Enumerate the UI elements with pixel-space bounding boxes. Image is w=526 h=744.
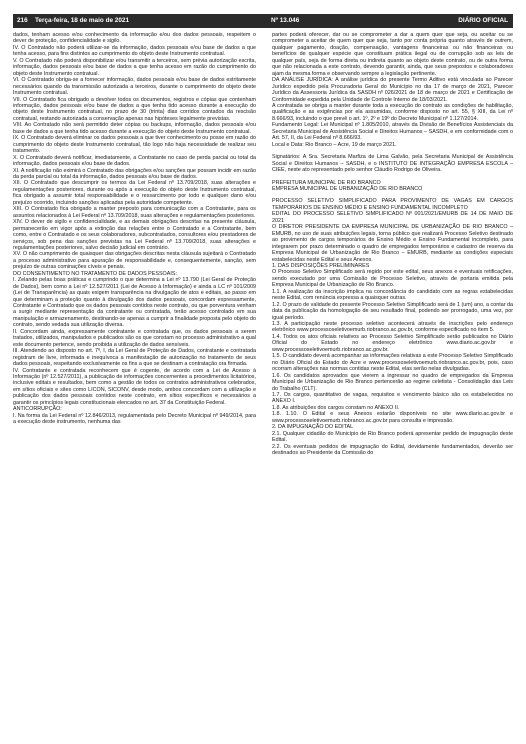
paragraph: VII. O Contratado fica obrigado a devolver todos os documentos, registros e cópias que contenham informação, dados pessoais e/ou base de dados a que tenha tido acesso durante a execução do objeto deste Instrumento contratual, no prazo de 30 (trinta) dias corridos contados da rescisão contratual, restando autorizada a conservação apenas nas hipóteses legalmente previstas. — [13, 96, 256, 122]
paragraph: PREFEITURA MUNICIPAL DE RIO BRANCO — [272, 179, 381, 186]
paragraph: 1.8. As atribuições dos cargos constam no ANEXO II. — [272, 404, 400, 411]
paragraph: 1.5. O candidato deverá acompanhar as informações relativas a este Processo Seletivo Simplificado no Diário Oficial do Estado do Acre e www.processoseletivoemurb.riobranco.ac.gov.br, pois, caso ocorram alterações nas normas contidas neste Edital, elas serão nelas divulgadas. — [272, 353, 513, 373]
paragraph: dados, tenham acesso e/ou conhecimento da informação e/ou dos dados pessoais, respeitem o dever de proteção, confidencialidade e sigilo. — [13, 32, 256, 45]
paragraph: A contratada se obriga a manter durante toda a execução do contrato as condições de habilitação, qualificação e as exigências por ela assumidas, conforme disposto no art. 55, § XIII, da Lei nº 8.666/93, incluindo o que prevê o art. 1º, 2º e 19º do Decreto Municipal nº 1.127/2014. — [272, 102, 513, 122]
paragraph: VIII. Ao Contratado não será permitido deter cópias ou backups, informação, dados pessoais e/ou base de dados a que tenha tido acesso durante a execução do objeto deste Instrumento contratual. — [13, 122, 256, 135]
paragraph: ANTICORRUPÇÃO: — [13, 406, 62, 413]
paragraph: XIII. O Contratado fica obrigado a manter preposto para comunicação com a Contratante, para os assuntos relacionados à Lei Federal nº 13.709/2018, suas alterações e regulamentações posteriores. — [13, 206, 256, 219]
paragraph: 2. DA IMPUGNAÇÃO DO EDITAL — [272, 424, 354, 431]
paragraph: 1.8. 1.10. O Edital e seus Anexos estarão disponíveis no site www.diario.ac.gov.br e www.processoseletivoemurb.riobranco.ac.gov.br para consulta e impressão. — [272, 411, 513, 424]
paragraph: O DIRETOR PRESIDENTE DA EMPRESA MUNICIPAL DE URBANIZAÇÃO DE RIO BRANCO – EMURB, no uso de suas atribuições legais, torna público que realizará Processo Seletivo destinado ao provimento de cargos temporários de Ensino Médio e Ensino Fundamental incompleto, para integrarem por prazo determinado o quadro de empregados temporários e cadastro de reserva da Empresa Municipal de Urbanização de Rio Branco – EMURB, mediante as condições especiais estabelecidas neste Edital e seus Anexos. — [272, 224, 513, 263]
paragraph: 1.3. A participação neste processo seletivo acontecerá através de inscrições pelo endereço eletrônico www.processoseletivoemurb.riobranco.ac.gov.br, conforme especificado no item 5. — [272, 321, 513, 334]
paragraph: III. Atendendo ao disposto no art. 7º, I, da Lei Geral de Proteção de Dados, contratante e contratada registram de livre, informada e inequívoca a manifestação de autorização no tratamento de seus dados pessoais, respeitando exclusivamente os fins a que se destinam a contratação ora firmada. — [13, 348, 256, 368]
paragraph: IV. O Contratado não poderá utilizar-se da informação, dados pessoais e/ou base de dados a que tenha acesso, para fins distintos ao cumprimento do objeto deste Instrumento contratual. — [13, 44, 256, 58]
publication-title: DIÁRIO OFICIAL — [458, 17, 508, 24]
paragraph: XIV. O dever de sigilo e confidencialidade, e as demais obrigações descritas na presente cláusula, permanecerão em vigor após a extinção das relações entre o Contratado e a Contratante, bem como, entre o Contratado e os seus colaboradores, subcontratados, consultores e/ou prestadores de serviços, sob pena das sanções previstas na Lei Federal nº 13.709/2018, suas alterações e regulamentações posteriores, salvo decisão judicial em contrário. — [13, 219, 256, 251]
paragraph: XI. A notificação não eximirá o Contratado das obrigações e/ou sanções que possam incidir em razão da perda parcial ou total da informação, dados pessoais e/ou base de dados. — [13, 167, 256, 180]
header-date: Terça-feira, 18 de maio de 2021 — [35, 17, 130, 24]
paragraph: 2.1. Qualquer cidadão do Município de Rio Branco poderá apresentar pedido de impugnação deste Edital. — [272, 430, 513, 444]
paragraph: VI. O Contratado obriga-se a fornecer informação, dados pessoais e/ou base de dados estritamente necessários quando da transmissão autorizada a terceiros, durante o cumprimento do objeto deste Instrumento contratual. — [13, 77, 256, 97]
paragraph: I. Na forma da Lei Federal nº 12.846/2013, regulamentada pelo Decreto Municipal nº 949/2014, para a execução deste instrumento, nenhuma das — [13, 412, 256, 426]
left-column — [13, 32, 256, 738]
paragraph: 1.6. Os candidatos aprovados que vierem a ingressar no quadro de empregados da Empresa Municipal de Urbanização de Rio Branco pertencerão ao regime celetista - Consolidação das Leis do Trabalho (CLT). — [272, 372, 513, 392]
paragraph: X. O Contratado deverá notificar, imediatamente, a Contratante no caso de perda parcial ou total da informação, dados pessoais e/ou base de dados. — [13, 154, 256, 168]
paragraph: EDITAL DO PROCESSO SELETIVO SIMPLIFICADO Nº 001/2021/EMURB DE 14 DE MAIO DE 2021 — [272, 211, 513, 224]
paragraph: IX. O Contratado deverá eliminar os dados pessoais a que tiver conhecimento ou posse em razão do cumprimento do objeto deste Instrumento contratual, tão logo não haja necessidade de realizar seu tratamento. — [13, 135, 256, 155]
paragraph: XV. O não cumprimento de quaisquer das obrigações descritas nesta cláusula sujeitará o Contratado a processo administrativo para apuração de responsabilidade e, consequentemente, sanção, sem prejuízo de outras cominações cíveis e penais. — [13, 251, 256, 271]
paragraph: 1.4. Todos os atos oficiais relativos ao Processo Seletivo Simplificado serão publicados no Diário Oficial do Estado no endereço eletrônico www.diario.ac.gov.br e www.processoseletivoemurb.riobranco.ac.gov.br. — [272, 333, 513, 353]
paragraph: 1.1. A realização da inscrição implica na concordância do candidato com as regras estabelecidas neste Edital, com renúncia expressa a quaisquer outras. — [272, 288, 513, 302]
paragraph: 1. DAS DISPOSIÇÕES PRELIMINARES — [272, 262, 370, 269]
paragraph: DA ANÁLISE JURÍDICA: A análise jurídica do presente Termo Aditivo está vinculada ao Parecer Jurídico expedido pela Procuradoria Geral do Município no dia 17 de março de 2021, Parecer Jurídico da Assessoria Jurídica da SASDH nº 026/2021 de 18 de março de 2021 e Certificação de Conformidade expedida pela Unidade de Controle Interno de 18/03/2021. — [272, 77, 513, 103]
paragraph: 1.2. O prazo de validade do presente Processo Seletivo Simplificado será de 1 (um) ano, a contar da data da publicação da homologação de seu resultado final, podendo ser prorrogado, uma vez, por igual período. — [272, 301, 513, 321]
paragraph: V. O Contratado não poderá disponibilizar e/ou transmitir a terceiros, sem prévia autorização escrita, informação, dados pessoais e/ou base de dados a que tenha acesso em razão do cumprimento do objeto deste Instrumento contratual. — [13, 57, 256, 77]
paragraph: DO CONSENTIMENTO NO TRATAMENTO DE DADOS PESSOAIS: — [13, 270, 177, 277]
paragraph: Fundamento Legal: Lei Municipal nº 1.805/2010, através da Divisão de Benefícios Assistenciais da Secretaria Municipal de Assistência Social e Direitos Humanos – SASDH, e em conformidade com o Art. 57, II, da Lei Federal nº 8.666/93. — [272, 122, 513, 142]
right-column — [272, 32, 513, 738]
paragraph: 2.2. Os eventuais pedidos de impugnação do Edital, devidamente fundamentados, deverão ser destinados ao Presidente da Comissão do — [272, 443, 513, 457]
paragraph: Signatários: A Sra. Secretaria Marfiza de Lima Galvão, pela Secretaria Municipal de Assistência Social e Direitos Humanos – SASDH, e o INSTITUTO DE INTEGRAÇÃO EMPRESA ESCOLA – CIEE, neste ato representado pelo senhor Cláudio Rodrigo de Oliveira. — [272, 154, 513, 174]
paragraph: XII. O Contratado que descumprir os termos da Lei Federal nº 13.709/2018, suas alterações e regulamentações posteriores, durante ou após a execução do objeto deste Instrumento contratual, fica obrigado a assumir total responsabilidade e o ressarcimento por todo e qualquer dano e/ou prejuízo ocorrido, incluindo sanções aplicadas pela autoridade competente. — [13, 180, 256, 206]
paragraph: Local e Data: Rio Branco – Acre, 19 de março 2021. — [272, 141, 397, 148]
paragraph: O Processo Seletivo Simplificado será regido por este edital, seus anexos e eventuais retificações, sendo executado por uma Comissão de Processo Seletivo, através de portaria emitida pela Empresa Municipal de Urbanização de Rio Branco. — [272, 269, 513, 289]
paragraph: II. Concordam ainda, expressamente contratante e contratada que, os dados pessoais a serem tratados, utilizados, manipulados e publicados são os que constam no processo administrativo a qual este documento pertence, sendo proibida a utilização de dados sensíveis. — [13, 328, 256, 348]
issue-number: Nº 13.046 — [271, 17, 300, 24]
page-header — [13, 14, 513, 28]
page-number: 216 — [17, 17, 28, 24]
paragraph: EMPRESA MUNICIPAL DE URBANIZAÇÃO DE RIO BRANCO — [272, 185, 423, 192]
paragraph: partes poderá oferecer, dar ou se comprometer a dar a quem quer que seja, ou aceitar ou se comprometer a aceitar de quem quer que seja, tanto por conta própria quanto através de outrem, qualquer pagamento, doação, compensação, vantagens financeiras ou não financeiras ou benefícios de qualquer espécie que constituam prática ilegal ou de corrupção sob as leis de qualquer país, seja de forma direta ou indireta quanto ao objeto deste contrato, ou de outra forma que não relacionada a este contrato, devendo garantir, ainda, que seus prepostos e colaboradores ajam da mesma forma e observando sempre a legislação pertinente. — [272, 32, 513, 77]
paragraph: PROCESSO SELETIVO SIMPLIFICADO PARA PROVIMENTO DE VAGAS EM CARGOS TEMPORÁRIOS DE ENSINO MÉDIO E ENSINO FUNDAMENTAL INCOMPLETO — [272, 198, 513, 211]
paragraph: I. Zelando pelas boas práticas e cumprindo o que determina a Lei nº 13.790 (Lei Geral de Proteção de Dados), bem como a Lei nº 12.527/2011 (Lei de Acesso à Informação) e ainda a LC nº 101/2009 (Lei de Transparência) as quais exigem transparência na divulgação de atos e editais, ao passo em que determinam a proteção quanto à divulgação dos dados pessoais, concordam expressamente, Contratante e Contratado que os dados pessoais contidos neste contrato, ou que porventura venham a surgir mediante representação da contratante ou contratada, terão acesso controlado em sua manipulação e armazenamento, destinando-se apenas a cumprir a finalidade proposta pelo objeto do contrato, sendo vedada sua utilização diversa. — [13, 277, 256, 329]
paragraph: IV. Contratante e contratada reconhecem que é cogente, de acordo com a Lei de Acesso à Informação (nº 12.527/2011), a publicação de informações concernentes a procedimentos licitatórios, inclusive editais e resultados, bem como a gestão de todos os contratos administrativos celebrados, em sítios oficiais e sites como LICON, SICONV, desde modo, ambos concordam com a utilização e publicação dos dados pessoais contidos neste contrato, em sítios específicos e necessários a garantir os princípios legais constitucionais elencados no art. 37 da Constituição Federal. — [13, 367, 256, 406]
paragraph: 1.7. Os cargos, quantitativo de vagas, requisitos e vencimento básico são os estabelecidos no ANEXO I. — [272, 392, 513, 405]
